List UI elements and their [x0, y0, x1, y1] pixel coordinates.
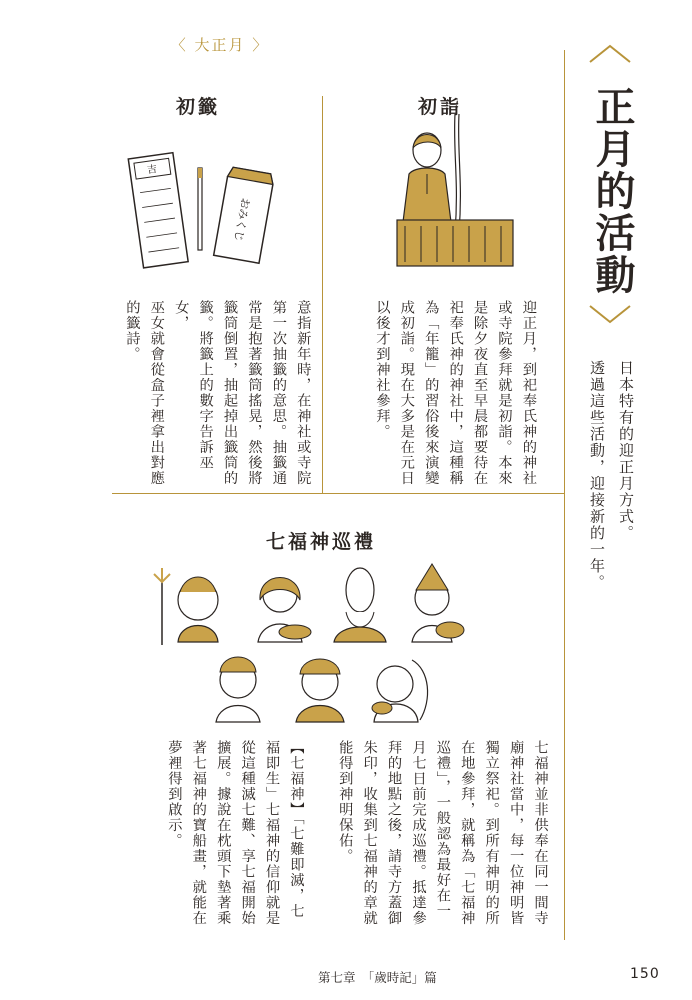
- footer-chapter: 第七章 「歲時記」篇: [318, 970, 437, 985]
- benzaiten-figure: [258, 578, 311, 643]
- text-line: 福即生」七福神的信仰就是: [264, 740, 281, 926]
- jurojin-figure: [412, 564, 464, 642]
- heading-hatsumoude: 初詣: [418, 96, 463, 118]
- subtitle-line-1: 日本特有的迎正月方式。: [617, 360, 635, 542]
- text-line: 在地參拜，就稱為「七福神: [459, 740, 476, 926]
- heading-hatsumikuji: 初籤: [176, 96, 221, 118]
- text-line: 籤筒倒置，抽起掉出籤筒的: [222, 300, 239, 486]
- text-line: 著七福神的寶船畫，就能在: [190, 740, 207, 926]
- subtitle-line-2: 透過這些活動，迎接新的一年。: [588, 360, 606, 591]
- chevron-down-icon: [588, 304, 632, 324]
- body-hatsumikuji: [120, 300, 315, 490]
- text-line: 以後才到神社參拜。: [374, 300, 391, 440]
- text-line: 擴展。據說在枕頭下墊著乘: [215, 740, 232, 926]
- text-line: 巫女就會從盒子裡拿出對應: [148, 300, 165, 486]
- text-line: 常是抱著籤筒搖晃，然後將: [246, 300, 263, 486]
- shrine-worship-illustration: [395, 112, 515, 272]
- daikokuten-figure: [216, 657, 260, 722]
- text-line: 迎正月，到祀奉氏神的神社: [520, 300, 537, 486]
- text-line: 第一次抽籤的意思。抽籤通: [270, 300, 287, 486]
- fortune-label: 吉: [146, 164, 158, 177]
- text-line: 夢裡得到啟示。: [166, 740, 183, 849]
- omikuji-illustration: [130, 150, 280, 270]
- text-line: 廟神社當中，每一位神明皆: [508, 740, 525, 926]
- text-line: 籤。將籤上的數字告訴巫女，: [173, 300, 214, 471]
- text-line: 【七福神】「七難即滅，七: [288, 740, 305, 919]
- fukurokuju-figure: [334, 568, 386, 642]
- text-line: 的籤詩。: [124, 300, 141, 362]
- main-title: 正月的活動: [589, 86, 636, 296]
- title-divider: [564, 50, 565, 940]
- text-line: 從這種滅七難、享七福開始: [239, 740, 256, 926]
- text-line: 獨立祭祀。到所有神明的所: [483, 740, 500, 926]
- text-line: 或寺院參拜就是初詣。本來: [496, 300, 513, 486]
- section-tag: 〈 大正月 〉: [170, 36, 270, 54]
- text-line: 是除夕夜直至早晨都要待在: [472, 300, 489, 486]
- body-shichifukujin: [162, 740, 553, 950]
- omikuji-box-label: おみくじ: [231, 196, 253, 243]
- text-line: 成初詣。現在大多是在元日: [398, 300, 415, 486]
- text-line: 朱印，收集到七福神的章就: [361, 740, 378, 926]
- hotei-figure: [372, 660, 428, 722]
- column-divider: [322, 96, 323, 494]
- text-line: 能得到神明保佑。: [337, 740, 354, 864]
- subtitle: [582, 360, 640, 600]
- text-line: 巡禮」，一般認為最好在一: [434, 740, 451, 919]
- text-line: 七福神並非供奉在同一間寺: [532, 740, 549, 926]
- row-divider: [112, 493, 564, 494]
- text-line: 祀奉氏神的神社中，這種稱: [447, 300, 464, 486]
- text-line: 為「年籠」的習俗後來演變: [423, 300, 440, 486]
- seven-gods-illustration: [150, 560, 480, 730]
- text-line: [308, 740, 332, 950]
- chevron-up-icon: [588, 44, 632, 64]
- text-line: 意指新年時，在神社或寺院: [295, 300, 312, 486]
- ebisu-figure: [296, 659, 344, 722]
- text-line: 拜的地點之後，請寺方蓋御: [386, 740, 403, 926]
- bishamonten-figure: [154, 568, 218, 645]
- page-number: 150: [630, 966, 660, 982]
- text-line: 月七日前完成巡禮。抵達參: [410, 740, 427, 926]
- heading-shichifukujin: 七福神巡禮: [266, 531, 377, 553]
- body-hatsumoude: [370, 300, 541, 490]
